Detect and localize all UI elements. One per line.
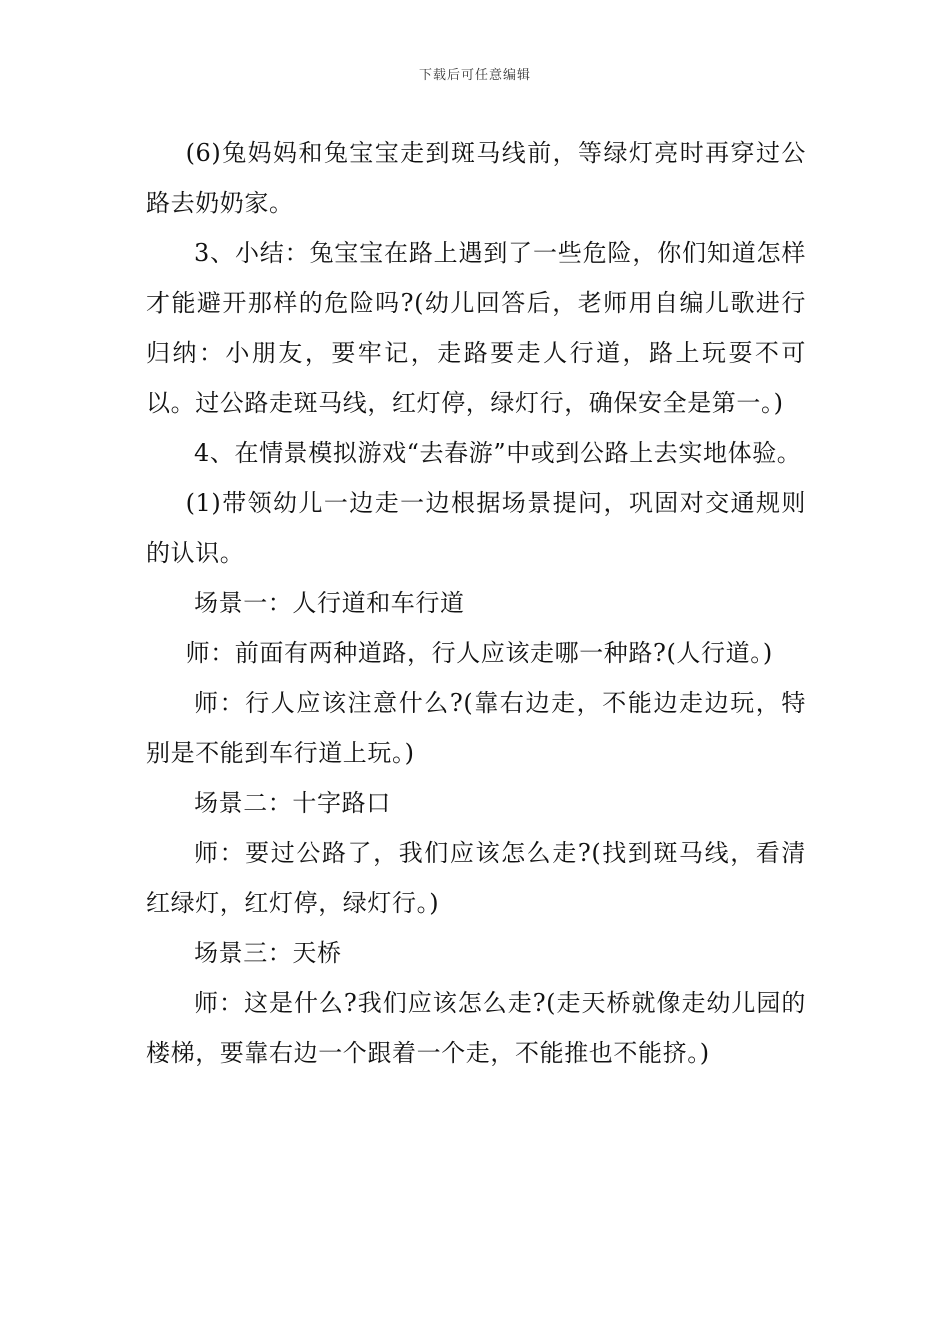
document-body <box>146 128 806 1078</box>
teacher-line-3: 师：要过公路了，我们应该怎么走?(找到斑马线，看清红绿灯，红灯停，绿灯行。) <box>146 839 806 917</box>
paragraph-activity-4: 4、在情景模拟游戏“去春游”中或到公路上去实地体验。 <box>194 439 802 467</box>
teacher-line-1: 师：前面有两种道路，行人应该走哪一种路?(人行道。) <box>185 639 773 667</box>
paragraph-summary: 3、小结：兔宝宝在路上遇到了一些危险，你们知道怎样才能避开那样的危险吗?(幼儿回答后，老师用自编儿歌进行归纳：小朋友，要牢记，走路要走人行道，路上玩耍不可以。过公路走斑马线，红灯停，绿灯行，确保安全是第一。) <box>146 239 806 417</box>
paragraph-step-6: (6)兔妈妈和兔宝宝走到斑马线前，等绿灯亮时再穿过公路去奶奶家。 <box>146 139 806 217</box>
scene-3-heading: 场景三：天桥 <box>194 939 342 967</box>
teacher-line-4: 师：这是什么?我们应该怎么走?(走天桥就像走幼儿园的楼梯，要靠右边一个跟着一个走，不能推也不能挤。) <box>146 989 806 1067</box>
paragraph-step-1: (1)带领幼儿一边走一边根据场景提问，巩固对交通规则的认识。 <box>146 489 806 567</box>
scene-1-heading: 场景一：人行道和车行道 <box>194 589 465 617</box>
scene-2-heading: 场景二：十字路口 <box>194 789 391 817</box>
teacher-line-2: 师：行人应该注意什么?(靠右边走，不能边走边玩，特别是不能到车行道上玩。) <box>146 689 806 767</box>
page-header: 下载后可任意编辑 <box>418 68 531 83</box>
